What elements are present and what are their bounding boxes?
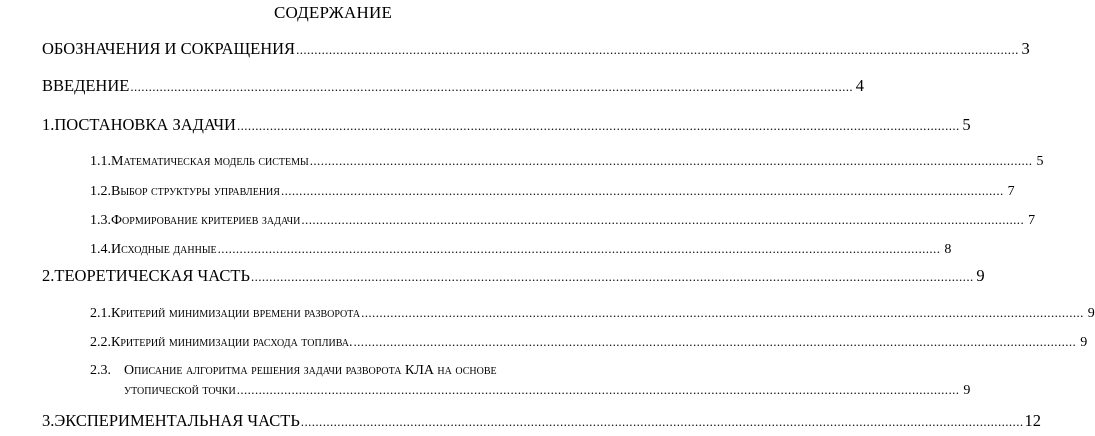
toc-page-number: 9 [1080, 335, 1088, 350]
toc-page-number: 5 [962, 115, 971, 134]
toc-entry-label: Выбор структуры управления [111, 184, 280, 199]
toc-entry-label: Математическая модель системы [111, 154, 309, 169]
toc-entry-label-line1[interactable]: Описание алгоритма решения задачи разворота КЛА на основе [124, 363, 497, 378]
toc-title: СОДЕРЖАНИЕ [273, 3, 393, 22]
toc-entry-label: Исходные данные [111, 242, 217, 257]
toc-entry-notations[interactable] [42, 39, 1030, 60]
toc-entry-section-1-1[interactable] [90, 151, 1044, 172]
toc-entry-number: 2.3. [90, 363, 111, 378]
toc-entry-section-1-4[interactable] [90, 239, 952, 260]
toc-entry-number: 1.1. [90, 154, 111, 169]
toc-entry-section-2[interactable] [42, 266, 985, 287]
toc-entry-section-2-3[interactable] [124, 380, 971, 401]
toc-entry-section-1-3[interactable] [90, 210, 1036, 231]
toc-leader-dots: ...................................................................................................................................................................................................... [250, 269, 974, 284]
toc-entry-section-2-2[interactable] [90, 332, 1088, 353]
toc-leader-dots: ...................................................................................................................................................................................................... [236, 118, 960, 133]
toc-page-number: 8 [944, 242, 952, 257]
toc-entry-label: ВВЕДЕНИЕ [42, 76, 130, 95]
toc-entry-number: 2.2. [90, 335, 111, 350]
toc-entry-number: 1.4. [90, 242, 111, 257]
toc-page-number: 9 [976, 266, 985, 285]
toc-entry-section-3[interactable] [42, 411, 1041, 432]
toc-entry-number: 1. [42, 115, 55, 134]
toc-entry-label: ПОСТАНОВКА ЗАДАЧИ [54, 115, 236, 134]
toc-page-number: 3 [1021, 39, 1030, 58]
toc-page-number: 7 [1028, 213, 1036, 228]
toc-page-number: 4 [855, 76, 865, 95]
toc-entry-label: ОБОЗНАЧЕНИЯ И СОКРАЩЕНИЯ [42, 39, 296, 58]
toc-entry-section-1[interactable] [42, 115, 971, 136]
toc-entry-label: Критерий минимизации времени разворота [111, 306, 361, 321]
toc-page-number: 7 [1007, 184, 1015, 199]
toc-entry-label: ТЕОРЕТИЧЕСКАЯ ЧАСТЬ [54, 266, 250, 285]
toc-leader-dots: ...................................................................................................................................................................................................... [130, 79, 854, 94]
toc-page-number: 5 [1036, 154, 1044, 169]
toc-page-number: 9 [1087, 306, 1095, 321]
toc-entry-number: 2.1. [90, 306, 111, 321]
toc-leader-dots: ...................................................................................................................................................................................................... [280, 183, 1004, 198]
toc-entry-label-line2: утопической точки [124, 383, 236, 398]
toc-entry-number: 1.2. [90, 184, 111, 199]
toc-entry-section-2-1[interactable] [90, 303, 1095, 324]
toc-leader-dots: ...................................................................................................................................................................................................... [309, 153, 1033, 168]
toc-entry-label: Критерий минимизации расхода топлива. [111, 335, 353, 350]
toc-leader-dots: ...................................................................................................................................................................................................... [236, 382, 960, 397]
toc-page-number: 12 [1024, 411, 1041, 430]
toc-leader-dots: ...................................................................................................................................................................................................... [217, 241, 941, 256]
toc-entry-introduction[interactable] [42, 76, 865, 97]
toc-entry-label: Формирование критериев задачи [111, 213, 301, 228]
toc-leader-dots: ...................................................................................................................................................................................................... [361, 305, 1084, 320]
toc-entry-number: 3. [42, 411, 55, 430]
toc-entry-section-1-2[interactable] [90, 181, 1015, 202]
toc-page-number: 9 [963, 383, 971, 398]
toc-leader-dots: ...................................................................................................................................................................................................... [296, 42, 1019, 57]
toc-leader-dots: ...................................................................................................................................................................................................... [301, 212, 1025, 227]
toc-entry-number: 1.3. [90, 213, 111, 228]
toc-leader-dots: ...................................................................................................................................................................................................... [300, 414, 1024, 429]
toc-entry-number: 2. [42, 266, 55, 285]
toc-entry-label: ЭКСПЕРИМЕНТАЛЬНАЯ ЧАСТЬ [54, 411, 300, 430]
toc-leader-dots: ...................................................................................................................................................................................................... [353, 334, 1077, 349]
